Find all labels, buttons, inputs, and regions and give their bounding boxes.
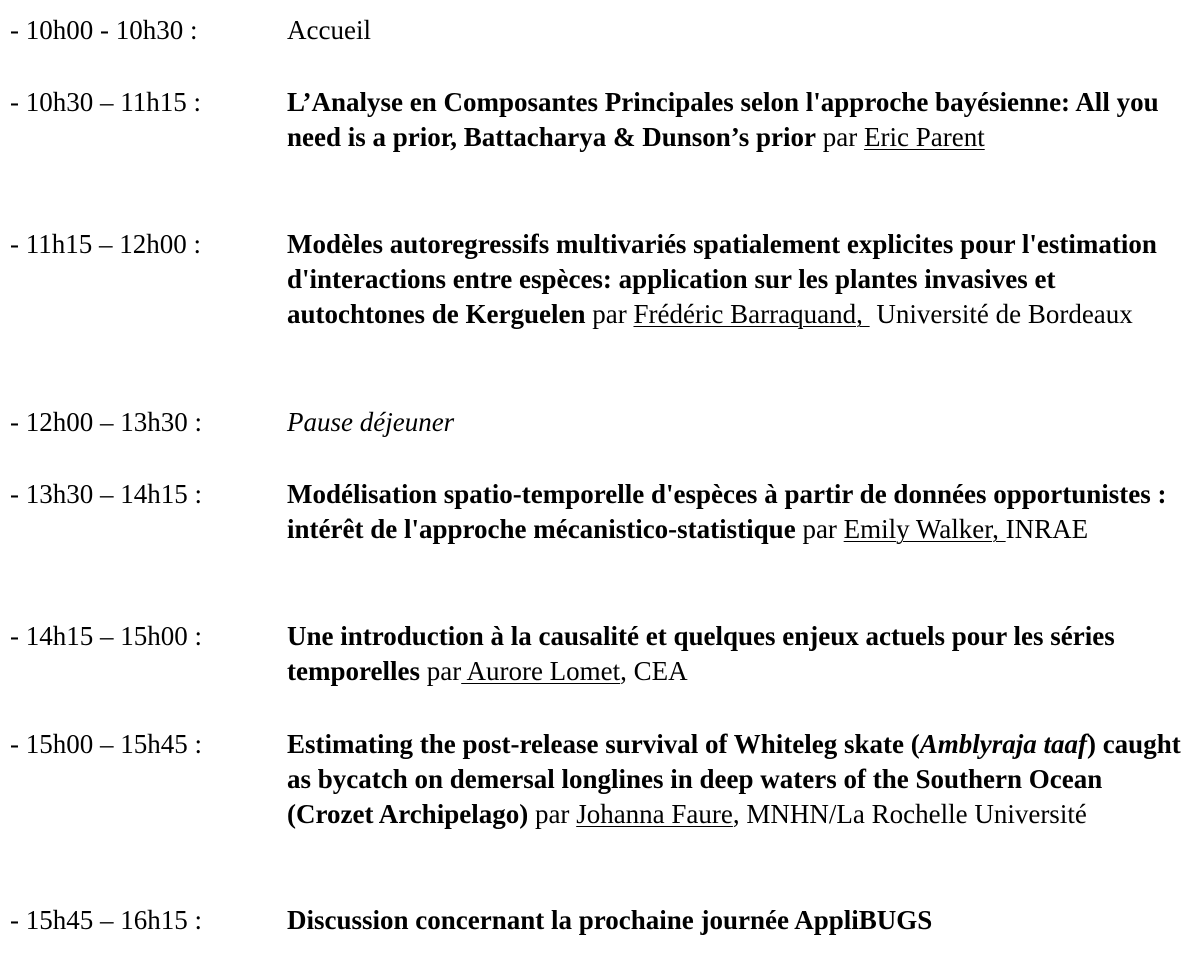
speaker-link[interactable]: Eric Parent — [864, 122, 985, 152]
time-slot: - 15h45 – 16h15 : — [10, 905, 202, 935]
species-name: Amblyraja taaf — [919, 729, 1087, 759]
talk-title: Discussion concernant la prochaine journée AppliBUGS — [287, 905, 933, 935]
by-label: par — [585, 299, 634, 329]
by-label: par — [528, 799, 577, 829]
speaker-affiliation: , MNHN/La Rochelle Université — [732, 799, 1087, 829]
session-description — [287, 405, 1187, 440]
speaker-link[interactable]: Emily Walker, — [843, 514, 1006, 544]
speaker-link[interactable]: Aurore Lomet — [461, 656, 621, 686]
speaker-affiliation: , CEA — [620, 656, 688, 686]
time-slot: - 13h30 – 14h15 : — [10, 479, 202, 509]
time-slot: - 10h00 - 10h30 : — [10, 15, 198, 45]
session-description — [287, 727, 1187, 832]
talk-title-part: Estimating the post-release survival of Whiteleg skate ( — [287, 729, 920, 759]
session-label: Accueil — [287, 15, 371, 45]
by-label: par — [419, 656, 462, 686]
break-label: Pause déjeuner — [287, 407, 455, 437]
speaker-link[interactable]: Frédéric Barraquand, — [633, 299, 870, 329]
time-slot: - 10h30 – 11h15 : — [10, 87, 201, 117]
session-description — [287, 227, 1187, 332]
talk-title: Modèles autoregressifs multivariés spatialement explicites pour l'estimation d'interactions entre espèces: application sur les plantes invasives et autochtones de Kerguelen — [287, 229, 1157, 329]
speaker-affiliation: Université de Bordeaux — [876, 299, 1133, 329]
by-label: par — [816, 122, 865, 152]
session-description — [287, 85, 1187, 155]
session-description — [287, 619, 1187, 689]
talk-title: Modélisation spatio-temporelle d'espèces à partir de données opportunistes : intérêt de l'approche mécanistico-statistique — [287, 479, 1167, 544]
session-description — [287, 477, 1187, 547]
session-description — [287, 903, 1187, 938]
time-slot: - 15h00 – 15h45 : — [10, 729, 202, 759]
time-slot: - 11h15 – 12h00 : — [10, 229, 201, 259]
talk-title: Une introduction à la causalité et quelques enjeux actuels pour les séries temporelles — [287, 621, 1115, 686]
speaker-affiliation: INRAE — [1005, 514, 1089, 544]
talk-title-part: ) caught as bycatch on demersal longlines in deep waters of the Southern Ocean (Crozet Archipelago) — [287, 729, 1181, 829]
time-slot: - 14h15 – 15h00 : — [10, 621, 202, 651]
time-slot: - 12h00 – 13h30 : — [10, 407, 202, 437]
session-description — [287, 13, 1187, 48]
talk-title: L’Analyse en Composantes Principales selon l'approche bayésienne: All you need is a prior, Battacharya & Dunson’s prior — [287, 87, 1159, 152]
by-label: par — [795, 514, 844, 544]
speaker-link[interactable]: Johanna Faure — [576, 799, 733, 829]
